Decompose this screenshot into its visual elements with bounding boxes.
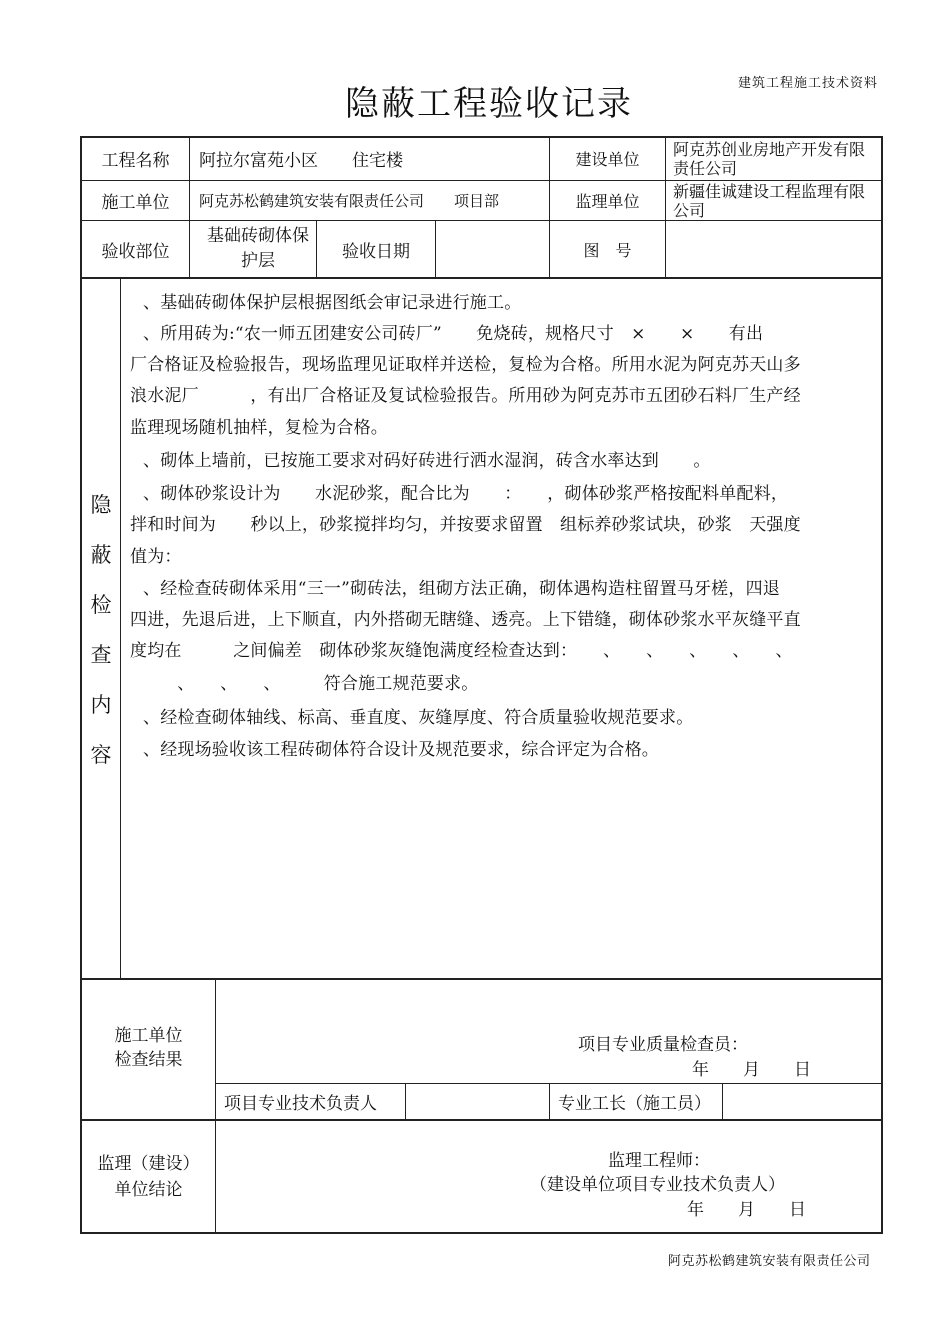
owner-value: 阿克苏创业房地产开发有限责任公司 xyxy=(673,139,866,178)
project-name-label: 工程名称 xyxy=(101,151,170,171)
part-label: 验收部位 xyxy=(101,241,170,262)
inspection-line: 、砌体上墙前，已按施工要求对码好砖进行洒水湿润，砖含水率达到 。 xyxy=(143,451,711,471)
supervisor-value: 新疆佳诚建设工程监理有限公司 xyxy=(673,181,866,220)
drawing-label: 图 号 xyxy=(583,240,632,260)
part-value: 基础砖砌体保护层 xyxy=(207,226,309,271)
inspection-line: 厂合格证及检验报告，现场监理见证取样并送检，复检为合格。所用水泥为阿克苏天山多 xyxy=(130,355,801,375)
tech-lead-value xyxy=(406,1084,549,1119)
date-label: 验收日期 xyxy=(342,241,410,262)
construction-label-line2: 检查结果 xyxy=(114,1050,183,1070)
tech-lead-label: 项目专业技术负责人 xyxy=(224,1094,377,1114)
owner-tech-lead-label: （建设单位项目专业技术负责人） xyxy=(530,1175,785,1195)
side-char: 隐 xyxy=(90,493,112,517)
footer-company: 阿克苏松鹤建筑安装有限责任公司 xyxy=(668,1254,871,1269)
supervision-label xyxy=(82,1151,215,1203)
inspection-line: 、经检查砌体轴线、标高、垂直度、灰缝厚度、符合质量验收规范要求。 xyxy=(143,708,694,728)
inspection-line: 四进，先退后进，上下顺直，内外搭砌无瞎缝、透亮。上下错缝，砌体砂浆水平灰缝平直 xyxy=(130,610,801,630)
supervision-engineer-label: 监理工程师： xyxy=(608,1151,710,1171)
inspection-line: 浪水泥厂 ，有出厂合格证及复试检验报告。所用砂为阿克苏市五团砂石料厂生产经 xyxy=(130,386,801,406)
contractor-value: 阿克苏松鹤建筑安装有限责任公司 项目部 xyxy=(199,192,500,210)
drawing-value xyxy=(666,221,881,277)
page-title: 隐蔽工程验收记录 xyxy=(345,84,633,124)
project-name-value: 阿拉尔富苑小区 住宅楼 xyxy=(199,151,403,171)
inspection-line: 、经现场验收该工程砖砌体符合设计及规范要求，综合评定为合格。 xyxy=(143,740,659,760)
side-char: 蔽 xyxy=(90,543,112,567)
quality-inspector-label: 项目专业质量检查员： xyxy=(578,1035,748,1055)
construction-label-line1: 施工单位 xyxy=(114,1026,183,1046)
side-char: 检 xyxy=(90,593,112,617)
inspection-line: 、基础砖砌体保护层根据图纸会审记录进行施工。 xyxy=(143,293,522,313)
side-char: 查 xyxy=(90,643,112,667)
supervision-label-line1: 监理（建设） xyxy=(97,1154,200,1174)
inspection-line: 、砌体砂浆设计为 水泥砂浆，配合比为 ： ，砌体砂浆严格按配料单配料， xyxy=(143,484,789,504)
construction-date: 年 月 日 xyxy=(692,1060,811,1080)
supervisor-label: 监理单位 xyxy=(575,192,640,211)
foreman-value xyxy=(723,1084,881,1119)
inspection-line: 度均在 之间偏差 砌体砂浆灰缝饱满度经检查达到： 、 、 、 、 、 xyxy=(130,641,793,661)
foreman-label: 专业工长（施工员） xyxy=(558,1094,711,1114)
inspection-line: 监理现场随机抽样，复检为合格。 xyxy=(130,418,388,438)
inspection-line: 值为： xyxy=(130,547,182,567)
side-char: 容 xyxy=(90,743,112,767)
inspection-line: 拌和时间为 秒以上，砂浆搅拌均匀，并按要求留置 组标养砂浆试块，砂浆 天强度 xyxy=(130,515,801,535)
inspection-line: 、 、 、 符合施工规范要求。 xyxy=(160,674,479,694)
date-value xyxy=(436,221,549,277)
header-note: 建筑工程施工技术资料 xyxy=(738,76,879,91)
inspection-line: 、所用砖为:“农一师五团建安公司砖厂” 免烧砖，规格尺寸 × × 有出 xyxy=(143,324,764,344)
side-char: 内 xyxy=(90,693,112,717)
inspection-side-label xyxy=(82,480,120,780)
owner-label: 建设单位 xyxy=(575,150,640,169)
inspection-line: 、经检查砖砌体采用“三一”砌砖法，组砌方法正确，砌体遇构造柱留置马牙槎，四退 xyxy=(143,579,780,599)
construction-result-label xyxy=(82,1024,215,1072)
supervision-date: 年 月 日 xyxy=(687,1200,806,1220)
supervision-label-line2: 单位结论 xyxy=(114,1180,183,1200)
contractor-label: 施工单位 xyxy=(101,193,170,213)
